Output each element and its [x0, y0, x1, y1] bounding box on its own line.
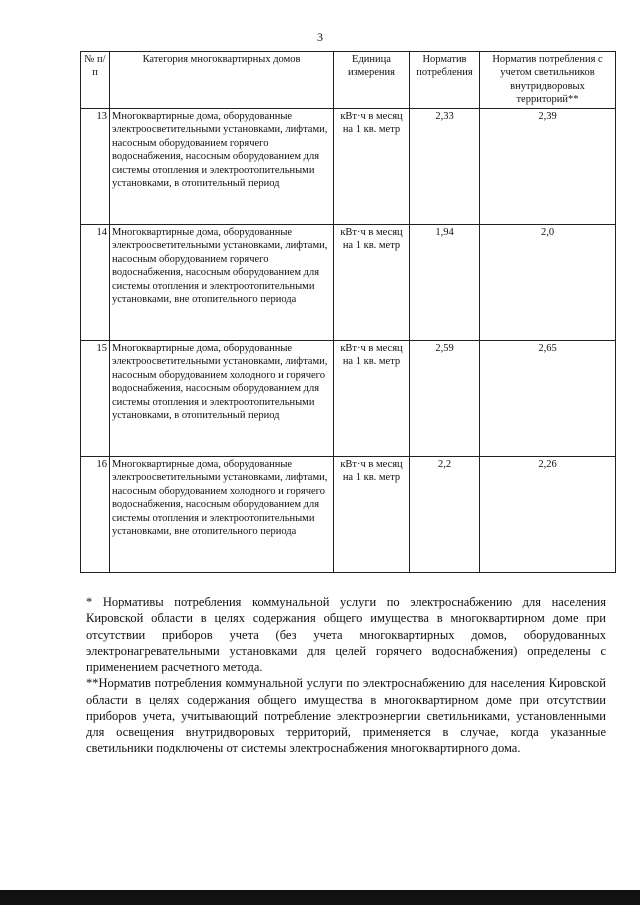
header-norm: Норматив потребления [410, 52, 480, 109]
footnote-double-asterisk: **Норматив потребления коммунальной услуги по электроснабжению для населения Кировской области в целях содержания общего имущества в многоквартирном доме при отсутствии приборов учета, учитывающий потребление электроэнергии светильниками, установленными для освещения внутридворовых территорий, применяется в случае, когда указанные светильники подключены от системы электроснабжения многоквартирного дома. [86, 676, 606, 756]
row-number: 16 [81, 456, 110, 572]
row-unit: кВт·ч в месяц на 1 кв. метр [334, 224, 410, 340]
row-norm-with-lighting: 2,39 [480, 108, 616, 224]
header-category: Категория многоквартирных домов [110, 52, 334, 109]
table-row [81, 108, 616, 224]
table-header-row [81, 52, 616, 109]
table-row [81, 224, 616, 340]
row-number: 15 [81, 340, 110, 456]
table-row [81, 456, 616, 572]
header-number: № п/п [81, 52, 110, 109]
page-number: 3 [317, 30, 323, 44]
row-number: 14 [81, 224, 110, 340]
footnotes [86, 594, 606, 757]
row-category: Многоквартирные дома, оборудованные электроосветительными установками, лифтами, насосным оборудованием горячего водоснабжения, насосным оборудованием для системы отопления и электроотопительными установками, вне отопительного периода [110, 224, 334, 340]
row-category: Многоквартирные дома, оборудованные электроосветительными установками, лифтами, насосным оборудованием горячего водоснабжения, насосным оборудованием для системы отопления и электроотопительными установками, в отопительный период [110, 108, 334, 224]
header-unit: Единица измерения [334, 52, 410, 109]
row-number: 13 [81, 108, 110, 224]
row-unit: кВт·ч в месяц на 1 кв. метр [334, 456, 410, 572]
row-category: Многоквартирные дома, оборудованные электроосветительными установками, лифтами, насосным оборудованием холодного и горячего водоснабжения, насосным оборудованием для системы отопления и электроотопительными установками, вне отопительного периода [110, 456, 334, 572]
row-norm: 2,59 [410, 340, 480, 456]
table-row [81, 340, 616, 456]
consumption-norms-table [80, 51, 616, 573]
header-norm-with-lighting: Норматив потребления с учетом светильников внутридворовых территорий** [480, 52, 616, 109]
row-category: Многоквартирные дома, оборудованные электроосветительными установками, лифтами, насосным оборудованием холодного и горячего водоснабжения, насосным оборудованием для системы отопления и электроотопительными установками, в отопительный период [110, 340, 334, 456]
row-norm: 2,2 [410, 456, 480, 572]
row-norm-with-lighting: 2,65 [480, 340, 616, 456]
row-unit: кВт·ч в месяц на 1 кв. метр [334, 340, 410, 456]
row-norm-with-lighting: 2,0 [480, 224, 616, 340]
row-norm-with-lighting: 2,26 [480, 456, 616, 572]
footnote-single-asterisk: * Нормативы потребления коммунальной услуги по электроснабжению для населения Кировской области в целях содержания общего имущества в многоквартирном доме при отсутствии приборов учета (без учета многоквартирных домов, оборудованных электронагревательными установками для целей горячего водоснабжения) определены с применением расчетного метода. [86, 595, 606, 674]
scan-bottom-edge [0, 890, 640, 905]
row-norm: 2,33 [410, 108, 480, 224]
row-norm: 1,94 [410, 224, 480, 340]
row-unit: кВт·ч в месяц на 1 кв. метр [334, 108, 410, 224]
